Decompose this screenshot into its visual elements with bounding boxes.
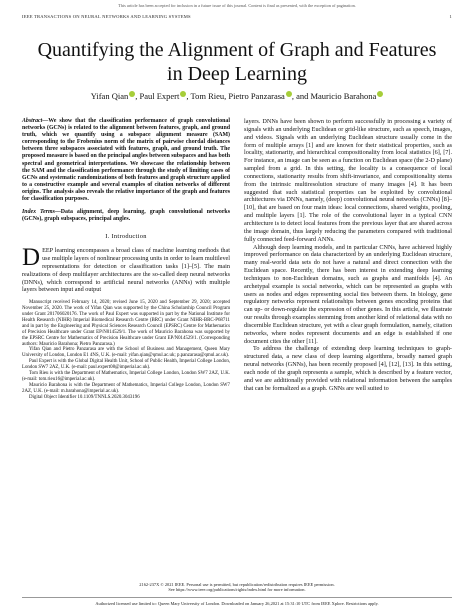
acceptance-note: This article has been accepted for inclusion in a future issue of this journal. Content is final as presented, with the exception of pagination. — [118, 3, 356, 8]
section-heading: I. Introduction — [105, 233, 147, 241]
footnote-1: Yifan Qian and Pietro Panzarasa are with the School of Business and Management, Queen Mary University of London, London E1 4NS, U.K. (e-mail: yifan.qian@qmul.ac.uk; p.panzarasa@qmul.ac.uk). — [22, 347, 230, 359]
index-terms: Index Terms—Data alignment, deep learning, graph convolutional networks (GCNs), graph subspaces, principal angles. — [22, 209, 230, 223]
license-footer: Authorized licensed use limited to: Queen Mary University of London. Downloaded on January 26,2021 at 15:31:10 UTC from IEEE Xplore. Restrictions apply. — [95, 601, 379, 606]
left-column — [22, 118, 230, 401]
author-4: and Mauricio Barahona — [296, 91, 377, 101]
author-1: Paul Expert — [139, 91, 180, 101]
running-head — [22, 14, 452, 19]
journal-name: IEEE TRANSACTIONS ON NEURAL NETWORKS AND LEARNING SYSTEMS — [22, 14, 191, 19]
footnote-4: Mauricio Barahona is with the Department of Mathematics, Imperial College London, London SW7 2AZ, U.K. (e-mail: m.barahona@imperial.ac.uk). — [22, 382, 230, 394]
right-column — [244, 118, 452, 393]
copyright-line-1: 2162-237X © 2021 IEEE. Personal use is permitted, but republication/redistribution requires IEEE permission. — [139, 582, 335, 587]
copyright-line-2: See https://www.ieee.org/publications/rights/index.html for more information. — [168, 587, 306, 593]
right-paragraph-1: layers. DNNs have been shown to perform successfully in processing a variety of signals with an underlying Euclidean or grid-like structure, such as speech, images, and videos. Signals with an underlying Euclidean structure usually come in the form of multiple arrays [1] and are known for their statistical properties, such as locality, stationarity, and hierarchical compositionality from local statistics [6], [7]. For instance, an image can be seen as a function on Euclidean space (the 2-D plane) sampled from a grid. In this setting, the locality is a consequence of local connections, stationarity results from shift-invariance, and compositionality stems from the intrinsic multiresolution structure of many images [4]. It has been suggested that such statistical properties can be exploited by convolutional architectures via DNNs, namely, (deep) convolutional neural networks (CNNs) [8]–[10], that are based on four main ideas: local connections, shared weights, pooling, and multiple layers [1]. The role of the convolutional layer in a typical CNN architecture is to detect local features from the previous layer that are shared across the image domain, thus largely reducing the parameters compared with traditional fully connected feed-forward ANNs. — [244, 118, 452, 243]
footnotes — [22, 300, 230, 400]
index-terms-text: Data alignment, deep learning, graph convolutional networks (GCNs), graph subspaces, principal angles. — [22, 209, 230, 223]
author-list: Yifan Qian , Paul Expert , Tom Rieu, Pietro Panzarasa , and Mauricio Barahona — [22, 91, 452, 101]
introduction — [22, 244, 230, 294]
author-3: Pietro Panzarasa — [228, 91, 285, 101]
footer-rule — [22, 597, 452, 598]
intro-paragraph: EEP learning encompasses a broad class of machine learning methods that use multiple layers of nonlinear processing units in order to learn multilevel representations for detection or classification tasks [1]–[5]. The main realizations of deep multilayer architectures are the so-called deep neural networks (DNNs), which correspond to artificial neural networks (ANNs) with multiple layers between input and output — [22, 247, 230, 294]
abstract: Abstract—We show that the classification performance of graph convolutional networks (GCNs) is related to the alignment between features, graph, and ground truth, which we quantify using a subspace alignment measure (SAM) corresponding to the Frobenius norm of the matrix of pairwise chordal distances between three subspaces associated with features, graph, and ground truth. The proposed measure is based on the principal angles between subspaces and has both spectral and geometrical interpretations. We showcase the relationship between the SAM and the classification performance through the study of limiting cases of GCNs and systematic randomizations of both features and graph structure applied to a constructive example and several examples of citation networks of different origins. The analysis also reveals the relative importance of the graph and features for classification purposes. — [22, 118, 230, 203]
title-line-2: in Deep Learning — [167, 63, 307, 85]
orcid-icon[interactable] — [129, 91, 135, 97]
orcid-icon[interactable] — [377, 91, 383, 97]
copyright-notice — [22, 582, 452, 593]
footnote-5: Digital Object Identifier 10.1109/TNNLS.2020.3043196 — [29, 394, 140, 400]
title-line-1: Quantifying the Alignment of Graph and Features — [37, 39, 437, 61]
abstract-label: Abstract — [22, 118, 43, 124]
footnote-0: Manuscript received February 14, 2020; revised June 15, 2020 and September 29, 2020; accepted November 25, 2020. The work of Yifan Qian was supported by the China Scholarship Council Program under Grant 201706020176. The work of Paul Expert was supported in part by the National Institute for Health Research (NIHR) Imperial Biomedical Research Centre (BRC) under Grant NIHR-BRC-P68711 and in part by the Engineering and Physical Sciences Research Council (EPSRC) Centre for Mathematics of Precision Healthcare under Grant EP/N014529/1. The work of Mauricio Barahona was supported by the EPSRC Centre for Mathematics of Precision Healthcare under Grant EP/N014529/1. (Corresponding authors: Mauricio Barahona; Pietro Panzarasa.) — [22, 300, 230, 347]
right-paragraph-2: Although deep learning models, and in particular CNNs, have achieved highly improved performance on data characterized by an underlying Euclidean structure, many real-world data sets do not have a natural and direct connection with the Euclidean space. Recently, there has been interest in extending deep learning techniques to non-Euclidean domains, such as graphs and manifolds [4]. An archetypal example is social networks, which can be represented as graphs with users as nodes and edges representing social ties between them. In biology, gene regulatory networks represent relationships between genes encoding proteins that can up- or down-regulate the expression of other genes. In this article, we illustrate our results through examples stemming from another kind of relational data with no discernible Euclidean structure, yet with a clear graph formulation, namely, citation networks, where nodes represent documents and an edge is established if one document cites the other [11]. — [244, 243, 452, 345]
right-paragraph-3: To address the challenge of extending deep learning techniques to graph-structured data, a new class of deep learning algorithms, broadly named graph neural networks (GNNs), has been recently proposed [4], [12], [13]. In this setting, each node of the graph represents a sample, which is described by a feature vector, and we are additionally provided with relational information between the samples that can be formalized as a graph. GNNs are well suited to — [244, 345, 452, 392]
drop-cap: D — [22, 244, 41, 272]
paper-title — [22, 38, 452, 86]
footnote-2: Paul Expert is with the Global Digital Health Unit, School of Public Health, Imperial College London, London SW7 2AZ, U.K. (e-mail: paul.expert08@imperial.ac.uk). — [22, 359, 230, 371]
author-0: Yifan Qian — [90, 91, 129, 101]
footnote-3: Tom Rieu is with the Department of Mathematics, Imperial College London, London SW7 2AZ, U.K. (e-mail: tom.rieu16@imperial.ac.uk). — [22, 371, 230, 382]
orcid-icon[interactable] — [180, 91, 186, 97]
orcid-icon[interactable] — [286, 91, 292, 97]
index-terms-label: Index Terms — [22, 209, 55, 216]
abstract-text: We show that the classification performance of graph convolutional networks (GCNs) is related to the alignment between features, graph, and ground truth, which we quantify using a subspace alignment measure (SAM) corresponding to the Frobenius norm of the matrix of pairwise chordal distances between three subspaces associated with features, graph, and ground truth. The proposed measure is based on the principal angles between subspaces and has both spectral and geometrical interpretations. We showcase the relationship between the SAM and the classification performance through the study of limiting cases of GCNs and systematic randomizations of both features and graph structure applied to a constructive example and several examples of citation networks of different origins. The analysis also reveals the relative importance of the graph and features for classification purposes. — [22, 118, 230, 203]
author-2: Tom Rieu — [190, 91, 225, 101]
page-number: 1 — [449, 14, 452, 19]
